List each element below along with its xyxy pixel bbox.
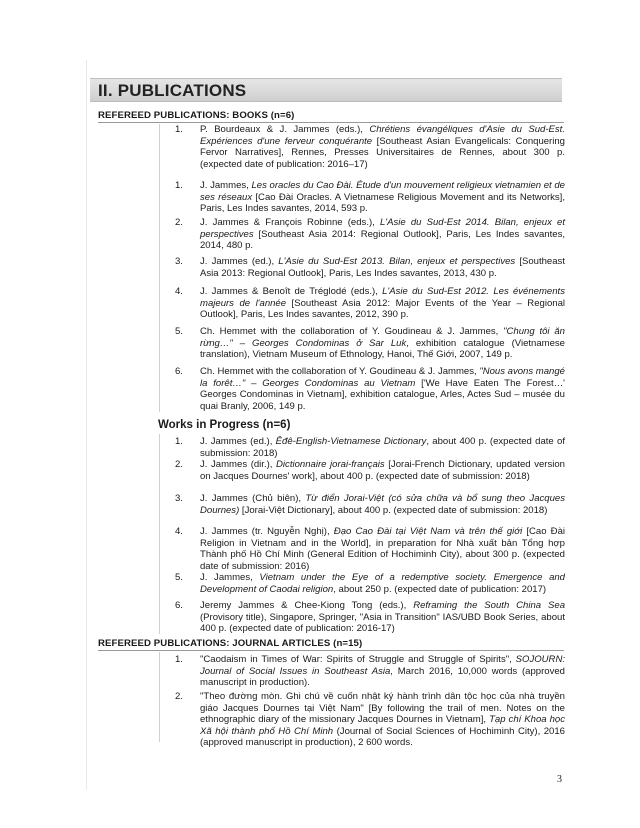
book-entry: 6. Ch. Hemmet with the collaboration of Y. Goudineau & J. Jammes, "Nous avons mangé la forêt…" – Georges Condominas au Vietnam ['We Have Eaten The Forest…' Georges Condominas in Vietnam], exhibition catalogue, Arles, Actes Sud – musée du quai Branly, 2006, 149 p. bbox=[175, 366, 565, 412]
journals-vertical-rule bbox=[159, 652, 160, 742]
journals-heading-rule bbox=[98, 650, 564, 651]
entry-number: 2. bbox=[175, 459, 183, 470]
books-vertical-rule bbox=[159, 124, 160, 412]
entry-number: 4. bbox=[175, 526, 183, 537]
entry-number: 6. bbox=[175, 366, 183, 377]
entry-number: 1. bbox=[175, 436, 183, 447]
entry-number: 5. bbox=[175, 572, 183, 583]
book-entry: 2. J. Jammes & François Robinne (eds.), L'Asie du Sud-Est 2014. Bilan, enjeux et perspectives [Southeast Asia 2014: Regional Outlook], Paris, Les Indes savantes, 2014, 480 p. bbox=[175, 217, 565, 252]
entry-number: 3. bbox=[175, 493, 183, 504]
work-entry: 3. J. Jammes (Chủ biên), Từ điển Jorai-Việt (có sửa chữa và bổ sung theo Jacques Dournes) [Jorai-Việt Dictionary], about 400 p. (expected date of submission: 2018) bbox=[175, 493, 565, 516]
section-title: II. PUBLICATIONS bbox=[98, 81, 247, 100]
book-entry: 4. J. Jammes & Benoît de Tréglodé (eds.), L'Asie du Sud-Est 2012. Les événements majeurs de l'année [Southeast Asia 2012: Major Events of the Year – Regional Outlook], Paris, Les Indes savantes, 2012, 390 p. bbox=[175, 286, 565, 321]
entry-number: 5. bbox=[175, 326, 183, 337]
work-entry: 2. J. Jammes (dir.), Dictionnaire jorai-français [Jorai-French Dictionary, updated version on Jacques Dournes' work], about 400 p. (expected date of submission: 2018) bbox=[175, 459, 565, 482]
entry-number: 2. bbox=[175, 217, 183, 228]
work-entry: 5. J. Jammes, Vietnam under the Eye of a redemptive society. Emergence and Development of Caodai religion, about 250 p. (expected date of publication: 2017) bbox=[175, 572, 565, 595]
journal-entry: 2. "Theo đường mòn. Ghi chú về cuốn nhật ký hành trình dân tộc học của nhà truyền giáo Jacques Dournes tại Việt Nam" [By following the trail of men. Notes on the ethnographic diary of the missionary Jacques Dournes in Vietnam], Tạp chí Khoa học Xã hội thành phố Hồ Chí Minh (Journal of Social Sciences of Hochiminh City), 2016 (approved manuscript in production), 2 600 words. bbox=[175, 691, 565, 749]
journal-entry: 1. "Caodaism in Times of War: Spirits of Struggle and Struggle of Spirits", SOJOURN: Journal of Social Issues in Southeast Asia, March 2016, 10,000 words (approved manuscript in production). bbox=[175, 654, 565, 689]
works-heading: Works in Progress (n=6) bbox=[158, 419, 291, 431]
entry-number: 4. bbox=[175, 286, 183, 297]
entry-number: 1. bbox=[175, 654, 183, 665]
books-heading: REFEREED PUBLICATIONS: BOOKS (n=6) bbox=[98, 110, 295, 121]
work-entry: 1. J. Jammes (ed.), Êđê-English-Vietnamese Dictionary, about 400 p. (expected date of submission: 2018) bbox=[175, 436, 565, 459]
section-banner bbox=[90, 78, 562, 102]
work-entry: 6. Jeremy Jammes & Chee-Kiong Tong (eds.), Reframing the South China Sea (Provisory title), Singapore, Springer, "Asia in Transition" IAS/UBD Book Series, about 400 p. (expected date of publication: 2016-17) bbox=[175, 600, 565, 635]
entry-number: 1. bbox=[175, 124, 183, 135]
journals-heading: REFEREED PUBLICATIONS: JOURNAL ARTICLES (n=15) bbox=[98, 638, 363, 649]
book-entry: 1. P. Bourdeaux & J. Jammes (eds.), Chrétiens évangéliques d'Asie du Sud-Est. Expériences d'une ferveur conquérante [Southeast Asian Evangelicals: Conquering Fervor Narratives], Rennes, Presses Universitaires de Rennes, about 300 p. (expected date of publication: 2016–17) bbox=[175, 124, 565, 170]
entry-number: 2. bbox=[175, 691, 183, 702]
page-number: 3 bbox=[557, 774, 562, 785]
book-entry: 1. J. Jammes, Les oracles du Cao Đài. Étude d'un mouvement religieux vietnamien et de ses réseaux [Cao Đài Oracles. A Vietnamese Religious Movement and its Networks], Paris, Les Indes savantes, 2014, 593 p. bbox=[175, 180, 565, 215]
entry-number: 3. bbox=[175, 256, 183, 267]
page-edge bbox=[86, 60, 87, 790]
book-entry: 3. J. Jammes (ed.), L'Asie du Sud-Est 2013. Bilan, enjeux et perspectives [Southeast Asia 2013: Regional Outlook], Paris, Les Indes savantes, 2013, 430 p. bbox=[175, 256, 565, 279]
works-vertical-rule bbox=[159, 434, 160, 634]
entry-number: 1. bbox=[175, 180, 183, 191]
work-entry: 4. J. Jammes (tr. Nguyễn Nghị), Đạo Cao Đài tại Việt Nam và trên thế giới [Cao Đài Religion in Vietnam and in the World], in preparation for Nhà xuất bản Tổng hợp Thành phố Hồ Chí Minh (General Edition of Hochiminh City), about 300 p. (expected date of submission: 2016) bbox=[175, 526, 566, 572]
books-heading-rule bbox=[98, 122, 564, 123]
entry-number: 6. bbox=[175, 600, 183, 611]
book-entry: 5. Ch. Hemmet with the collaboration of Y. Goudineau & J. Jammes, "Chung tôi ăn rừng…" – Georges Condominas ở Sar Luk, exhibition catalogue (Vietnamese translation), Vietnam Museum of Ethnology, Hanoi, Thế Giới, 2007, 149 p. bbox=[175, 326, 565, 361]
